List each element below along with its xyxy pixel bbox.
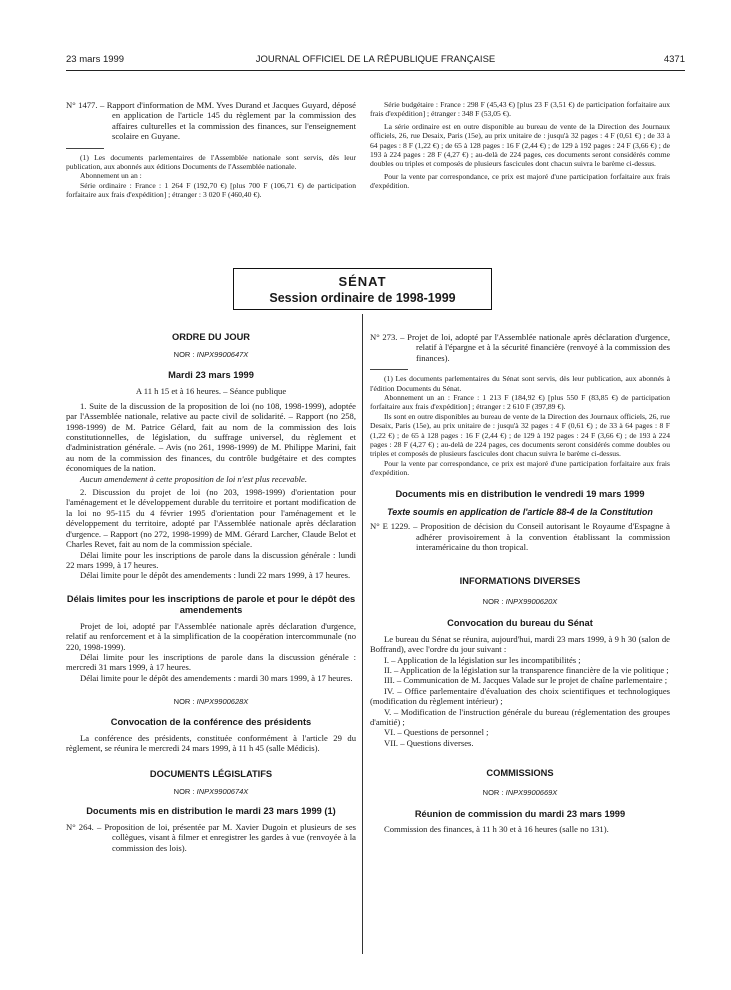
delais-parole: Délai limite pour les inscriptions de parole dans la discussion générale : mercredi 31 mars 1999, à 17 heures.	[66, 651, 356, 673]
page-header	[66, 54, 685, 68]
senat-banner	[233, 268, 492, 310]
bureau-item: IV. – Office parlementaire d'évaluation des choix scientifiques et technologiques (modification du règlement intérieur) ;	[370, 685, 670, 707]
abonnement-label: Abonnement un an :	[80, 171, 142, 181]
banner-subtitle: Session ordinaire de 1998-1999	[269, 291, 456, 305]
nor-documents: NOR : INPX9900674X	[173, 787, 249, 797]
bureau-item: V. – Modification de l'instruction générale du bureau (réglementation des groupes d'amitié) ;	[370, 706, 670, 728]
page-number: 4371	[663, 54, 685, 65]
informations-diverses-title: INFORMATIONS DIVERSES	[459, 576, 581, 587]
vente-correspondance: Pour la vente par correspondance, ce prix est majoré d'une participation forfaitaire aux frais d'expédition.	[370, 171, 670, 191]
vente-senat: Pour la vente par correspondance, ce prix est majoré d'une participation forfaitaire aux frais d'expédition.	[370, 458, 670, 478]
disponibles-senat: Ils sont en outre disponibles au bureau de vente de la Direction des Journaux officiels, 26, rue Desaix, Paris (15e), au prix unitaire de : jusqu'à 32 pages : 4 F (0,61 €) ; de 33 à 64 pages : 8 F (1,22 €) ; de 65 à 128 pages : 16 F (2,44 €) ; de 129 à 192 pages : 24 F (3,66 €) ; de 193 à 224 pages : 28 F (4,27 €) ; au-delà de 224 pages, ces documents seront considérés comme doubles ou triples et composés de plusieurs fascicules dont chacun suivra le barème ci-dessus.	[370, 411, 670, 459]
docs-mis-heading: Documents mis en distribution le mardi 23 mars 1999 (1)	[86, 805, 336, 816]
bureau-text: Le bureau du Sénat se réunira, aujourd'hui, mardi 23 mars 1999, à 9 h 30 (salon de Boffrand), avec l'ordre du jour suivant :	[370, 633, 670, 655]
top-right-column	[370, 100, 670, 191]
bureau-item: III. – Communication de M. Jacques Valade sur le projet de chaîne parlementaire ;	[384, 675, 668, 686]
footnote-an: (1) Les documents parlementaires de l'Assemblée nationale sont servis, dès leur publication, aux abonnés aux éditions Documents de l'Assemblée nationale.	[66, 152, 356, 172]
delais-heading: Délais limites pour les inscriptions de parole et pour le dépôt des amendements	[66, 593, 356, 615]
serie-budgetaire: Série budgétaire : France : 298 F (45,43 €) [plus 23 F (3,51 €) de participation forfaitaire aux frais d'expédition] ; étranger : 348 F (53,05 €).	[370, 100, 670, 119]
column-divider	[362, 314, 363, 954]
bureau-item: I. – Application de la législation sur les incompatibilités ;	[384, 654, 581, 665]
commissions-title: COMMISSIONS	[486, 768, 554, 779]
banner-title: SÉNAT	[338, 274, 387, 289]
nor-ordre: NOR : INPX9900647X	[173, 350, 249, 359]
header-date: 23 mars 1999	[66, 54, 125, 65]
reunion-heading: Réunion de commission du mardi 23 mars 1999	[414, 808, 626, 819]
footnote-separator	[66, 148, 104, 149]
bureau-item: II. – Application de la législation sur la transparence financière de la vie politique ;	[384, 665, 669, 676]
delais-projet: Projet de loi, adopté par l'Assemblée nationale après déclaration d'urgence, relatif au renforcement et à la simplification de la coopération intercommunale (no 220, 1998-1999).	[66, 620, 356, 652]
point-1-note: Aucun amendement à cette proposition de loi n'est plus recevable.	[80, 473, 307, 484]
left-column	[66, 332, 356, 853]
point-2-delai-amendements: Délai limite pour le dépôt des amendements : lundi 22 mars 1999, à 17 heures.	[80, 570, 351, 581]
nor-commissions: NOR : INPX9900669X	[482, 788, 558, 798]
bureau-heading: Convocation du bureau du Sénat	[447, 617, 593, 628]
point-2-delai-parole: Délai limite pour les inscriptions de parole dans la discussion générale : lundi 22 mars 1999, à 17 heures.	[66, 549, 356, 570]
item-e1229: N° E 1229. – Proposition de décision du Conseil autorisant le Royaume d'Espagne à adhérer provisoirement à la convention établissant la commission interaméricaine du thon tropical.	[370, 521, 670, 552]
ordre-du-jour-title: ORDRE DU JOUR	[172, 332, 250, 342]
item-273: N° 273. – Projet de loi, adopté par l'Assemblée nationale après déclaration d'urgence, relatif à l'épargne et à la sécurité financière (renvoyé à la commission des finances).	[370, 332, 670, 363]
nor-conference: NOR : INPX9900628X	[173, 697, 249, 707]
serie-ordinaire: Série ordinaire : France : 1 264 F (192,70 €) [plus 700 F (106,71 €) de participation forfaitaire aux frais d'expédition] ; étranger : 3 020 F (460,40 €).	[66, 180, 356, 200]
texte-soumis-heading: Texte soumis en application de l'article 88-4 de la Constitution	[387, 506, 653, 517]
serie-disponible: La série ordinaire est en outre disponible au bureau de vente de la Direction des Journaux officiels, 26, rue Desaix, Paris (15e), au prix unitaire de : jusqu'à 32 pages : 4 F (0,61 €) ; de 33 à 64 pages : 8 F (1,22 €) ; de 65 à 128 pages : 16 F (2,44 €) ; de 129 à 192 pages : 24 F (3,66 €) ; de 193 à 224 pages : 28 F (4,27 €) ; au-delà de 224 pages, ces documents seront considérés comme doubles ou triples et composés de plusieurs fascicules dont chacun suivra le barème ci-dessus.	[370, 121, 670, 169]
docs-vendredi-heading: Documents mis en distribution le vendredi 19 mars 1999	[395, 488, 645, 499]
footnote-senat: (1) Les documents parlementaires du Sénat sont servis, dès leur publication, aux abonnés à l'édition Documents du Sénat.	[370, 374, 670, 393]
footnote-separator-right	[370, 369, 408, 370]
top-left-column	[66, 100, 356, 200]
delais-amendements: Délai limite pour le dépôt des amendements : mardi 30 mars 1999, à 17 heures.	[80, 672, 353, 683]
conference-text: La conférence des présidents, constituée conformément à l'article 29 du règlement, se réunira le mercredi 24 mars 1999, à 11 h 45 (salle Médicis).	[66, 732, 356, 753]
right-column	[370, 332, 670, 834]
item-264: N° 264. – Proposition de loi, présentée par M. Xavier Dugoin et plusieurs de ses collègues, visant à filmer et enregistrer les gardes à vue (renvoyée à la commission des lois).	[66, 821, 356, 853]
header-rule	[66, 70, 685, 71]
documents-legislatifs-title: DOCUMENTS LÉGISLATIFS	[149, 769, 273, 780]
seance-time: A 11 h 15 et à 16 heures. – Séance publique	[135, 386, 287, 397]
point-1: 1. Suite de la discussion de la proposition de loi (no 108, 1998-1999), adoptée par l'Assemblée nationale, relative au pacte civil de solidarité. – Rapport (no 258, 1998-1999) de M. Patrice Gélard, fait au nom de la commission des lois constitutionnelles, de législation, du suffrage universel, du règlement et d'administration générale. – Avis (no 261, 1998-1999) de M. Philippe Marini, fait au nom de la commission des finances, du contrôle budgétaire et des comptes économiques de la nation.	[66, 400, 356, 474]
conference-heading: Convocation de la conférence des présidents	[110, 716, 312, 727]
point-2: 2. Discussion du projet de loi (no 203, 1998-1999) d'orientation pour l'aménagement et le développement durable du territoire et portant modification de la loi no 95-115 du 4 février 1995 d'orientation pour l'aménagement et le développement du territoire, adopté par l'Assemblée nationale après déclaration d'urgence. – Rapport (no 272, 1998-1999) de MM. Gérard Larcher, Claude Belot et Charles Revet, fait au nom de la commission spéciale.	[66, 487, 356, 550]
bureau-item: VI. – Questions de personnel ;	[384, 727, 489, 738]
date-heading: Mardi 23 mars 1999	[168, 370, 254, 381]
nor-informations: NOR : INPX9900620X	[482, 597, 558, 607]
bureau-item: VII. – Questions diverses.	[384, 737, 474, 748]
item-1477: N° 1477. – Rapport d'information de MM. Yves Durand et Jacques Guyard, déposé en application de l'article 145 du règlement par la commission des affaires culturelles et la commission des finances, sur l'enseignement scolaire en Guyane.	[66, 100, 356, 142]
abonnement-senat: Abonnement un an : France : 1 213 F (184,92 €) [plus 550 F (83,85 €) de participation forfaitaire aux frais d'expédition] ; étranger : 2 610 F (397,89 €).	[370, 393, 670, 412]
commission-finances: Commission des finances, à 11 h 30 et à 16 heures (salle no 131).	[384, 823, 609, 834]
journal-title: JOURNAL OFFICIEL DE LA RÉPUBLIQUE FRANÇAISE	[255, 54, 496, 65]
